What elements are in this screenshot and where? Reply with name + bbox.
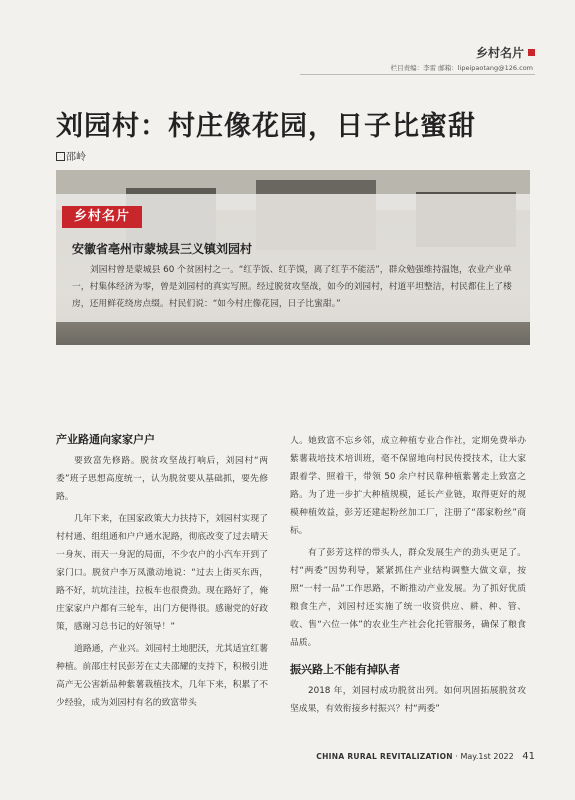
section-tag: 乡村名片 bbox=[62, 206, 142, 228]
body-paragraph: 要致富先修路。脱贫攻坚战打响后，刘园村“两委”班子思想高度统一，认为脱贫要从基础抓，要先修路。 bbox=[56, 456, 268, 502]
author-name: 邵岭 bbox=[66, 152, 86, 163]
right-column bbox=[290, 432, 526, 722]
body-paragraph: 人。她致富不忘乡邻，成立种植专业合作社，定期免费举办紫薯栽培技术培训班，毫不保留地向村民传授技术，让大家跟着学、照着干，带领 50 余户村民靠种植紫薯走上致富之路。为了进一步扩大种植规模，延长产业链，取得更好的规模种植效益，彭芳还建起粉丝加工厂，注册了“邵家粉丝”商标。 bbox=[290, 436, 526, 536]
page-footer bbox=[316, 751, 535, 762]
body-paragraph: 道路通，产业兴。刘园村土地肥沃，尤其适宜红薯种植。前邵庄村民彭芳在丈夫邵耀的支持下，积极引进高产无公害新品种紫薯栽植技术，几年下来，积累了不少经验，成为刘园村有名的致富带头 bbox=[56, 644, 268, 708]
intro-text bbox=[72, 262, 516, 313]
editor-info: 栏目责编：李雷 邮箱：lipeipaotang@126.com bbox=[390, 64, 533, 72]
body-paragraph: 几年下来，在国家政策大力扶持下，刘园村实现了村村通、组组通和户户通水泥路，彻底改变了过去晴天一身灰、雨天一身泥的局面，不少农户的小汽车开到了家门口。脱贫户李万凤激动地说：“过去上街买东西，路不好，坑坑洼洼，拉板车也很费劲。现在路好了，俺庄家家户户都有三轮车，出门方便得很。感谢党的好政策，感谢习总书记的好领导！” bbox=[56, 514, 268, 632]
intro-paragraph: 刘园村曾是蒙城县 60 个贫困村之一。“红芋饭、红芋馍，离了红芋不能活”，群众勉强维持温饱，农业产业单一，村集体经济为零，曾是刘园村的真实写照。经过脱贫攻坚战，如今的刘园村，村道平坦整洁，村民都住上了楼房，还用鲜花绕房点缀。村民们说：“如今村庄像花园，日子比蜜甜。” bbox=[72, 265, 512, 309]
section-header-label: 乡村名片 bbox=[475, 46, 524, 60]
section-heading: 产业路通向家家户户 bbox=[56, 433, 155, 446]
left-column bbox=[56, 432, 268, 716]
red-square-icon bbox=[528, 49, 535, 56]
page-number: 41 bbox=[522, 751, 535, 762]
footer-separator: · bbox=[455, 752, 461, 761]
village-subtitle: 安徽省亳州市蒙城县三义镇刘园村 bbox=[72, 242, 253, 256]
article-title: 刘园村：村庄像花园，日子比蜜甜 bbox=[56, 111, 476, 142]
section-header bbox=[476, 44, 535, 61]
section-heading: 振兴路上不能有掉队者 bbox=[290, 663, 400, 676]
author-box-icon bbox=[56, 152, 65, 161]
header-rule bbox=[300, 74, 535, 75]
village-photo-banner bbox=[56, 170, 530, 345]
magazine-name: CHINA RURAL REVITALIZATION bbox=[316, 752, 453, 761]
issue-date: May.1st 2022 bbox=[460, 752, 514, 761]
body-paragraph: 2018 年，刘园村成功脱贫出列。如何巩固拓展脱贫攻坚成果，有效衔接乡村振兴？村“两委” bbox=[290, 686, 526, 714]
article-author bbox=[56, 148, 86, 163]
body-paragraph: 有了彭芳这样的带头人，群众发展生产的劲头更足了。村“两委”因势利导，紧紧抓住产业结构调整大做文章，按照“一村一品”工作思路，不断推动产业发展。为了抓好优质粮食生产，刘园村还实施了统一收资供应、耕、种、管、收、售“六位一体”的农业生产社会化托管服务，确保了粮食品质。 bbox=[290, 548, 526, 648]
